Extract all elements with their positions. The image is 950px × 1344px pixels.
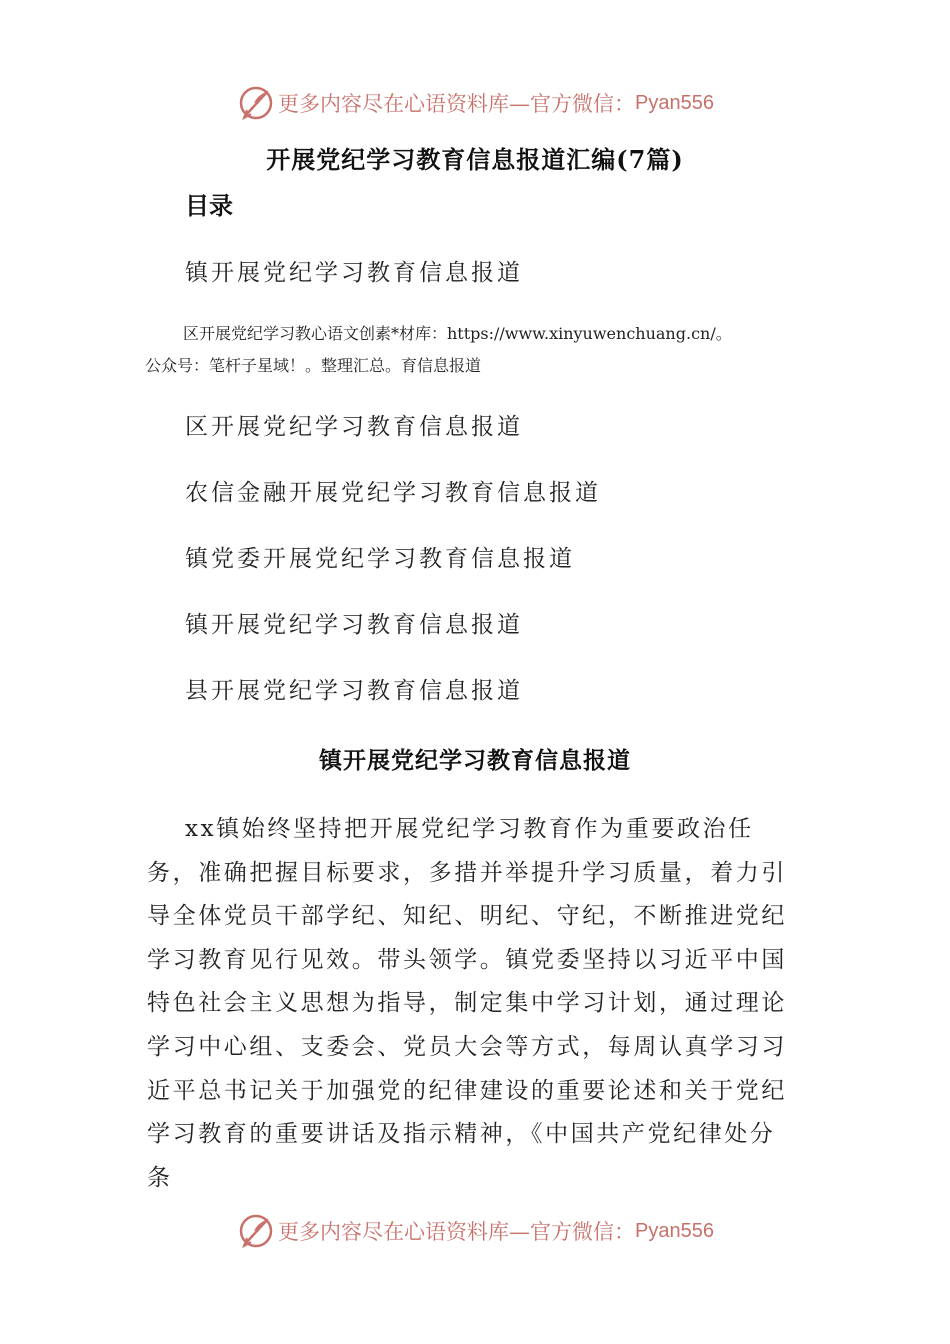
banner-wechat-id: Pyan556 [635, 91, 714, 114]
toc-item: 区开展党纪学习教育信息报道 [185, 414, 523, 440]
toc-item: 镇开展党纪学习教育信息报道 [185, 612, 523, 638]
toc-item: 镇开展党纪学习教育信息报道 [185, 260, 523, 286]
toc-note-line: 公众号：笔杆子星域！。整理汇总。育信息报道 [145, 356, 482, 375]
toc-item: 镇党委开展党纪学习教育信息报道 [185, 546, 575, 572]
quill-logo-icon [236, 1211, 276, 1251]
toc-note [145, 318, 815, 382]
section-title: 镇开展党纪学习教育信息报道 [319, 747, 631, 774]
banner-text: 更多内容尽在心语资料库—官方微信： [278, 1220, 636, 1244]
toc-note-line: 区开展党纪学习教心语文创素*材库：https://www.xinyuwenchuang.cn/。 [183, 324, 732, 343]
banner-wechat-id: Pyan556 [635, 1219, 714, 1242]
toc-item: 县开展党纪学习教育信息报道 [185, 678, 523, 704]
banner-text: 更多内容尽在心语资料库—官方微信： [278, 92, 636, 116]
document-title: 开展党纪学习教育信息报道汇编(7篇) [266, 145, 684, 174]
toc-item: 农信金融开展党纪学习教育信息报道 [185, 480, 601, 506]
quill-logo-icon [236, 83, 276, 123]
body-paragraph: xx镇始终坚持把开展党纪学习教育作为重要政治任务，准确把握目标要求，多措并举提升学习质量，着力引导全体党员干部学纪、知纪、明纪、守纪，不断推进党纪学习教育见行见效。带头领学。镇党委坚持以习近平中国特色社会主义思想为指导，制定集中学习计划，通过理论学习中心组、支委会、党员大会等方式，每周认真学习习近平总书记关于加强党的纪律建设的重要论述和关于党纪学习教育的重要讲话及指示精神，《中国共产党纪律处分条 [147, 816, 787, 1191]
footer-banner [0, 1211, 950, 1251]
toc-heading: 目录 [185, 191, 233, 220]
header-banner [0, 83, 950, 123]
